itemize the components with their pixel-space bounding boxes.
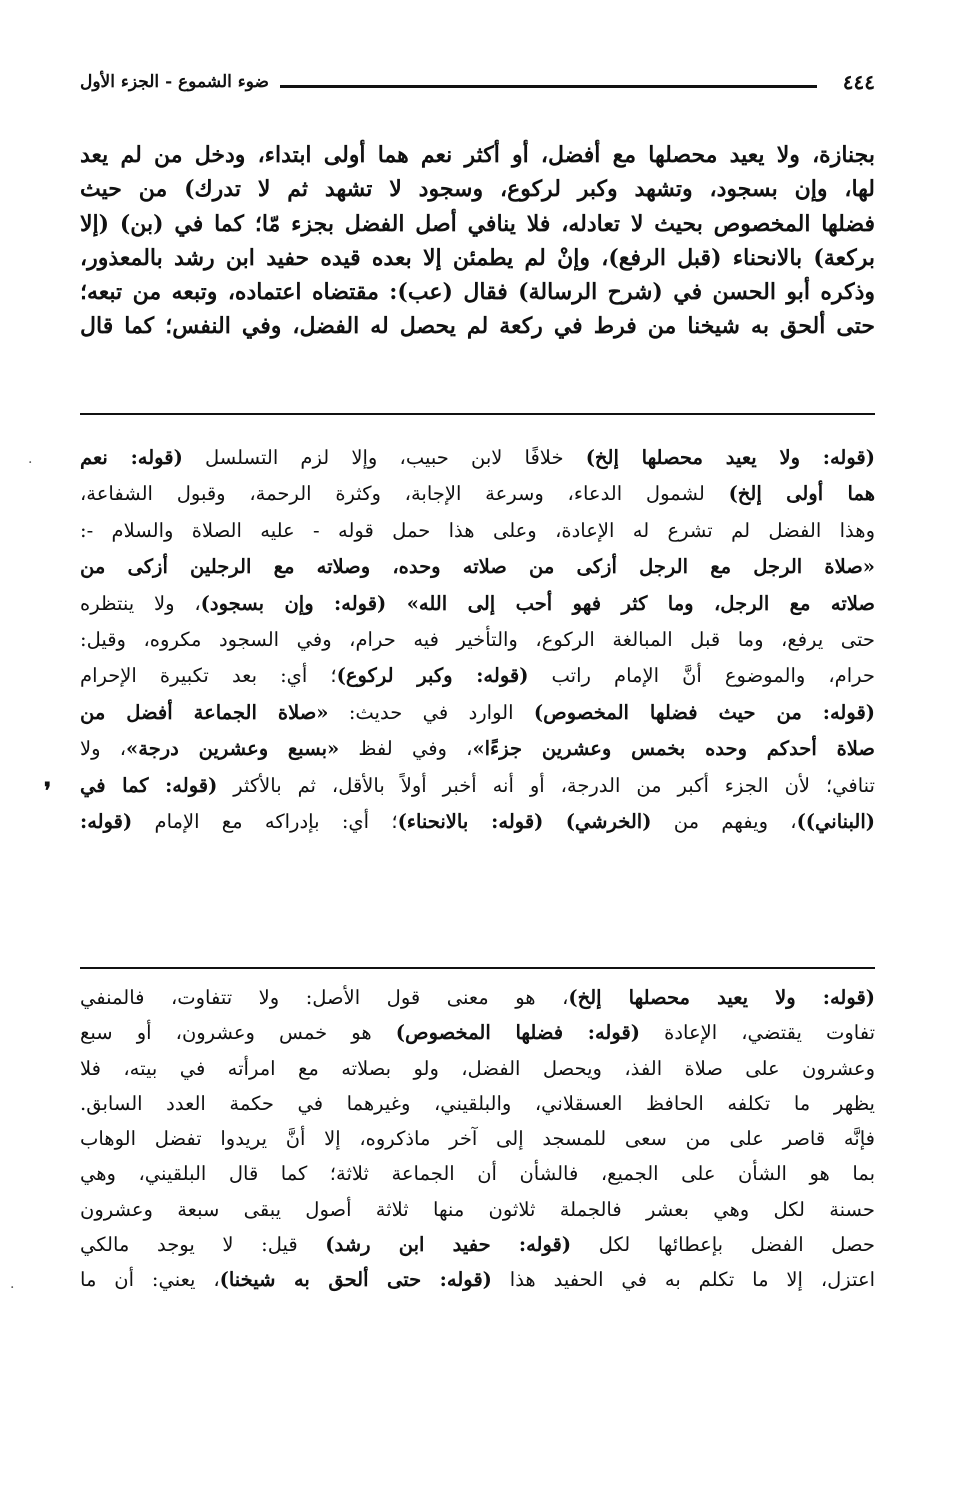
hadith-text: «بسبع وعشرين درجة» [126, 737, 340, 761]
comment: حرام، والموضوع أنَّ الإمام راتب [528, 664, 875, 688]
lemma: (قوله: كما في [80, 773, 218, 797]
lemma: (قوله: ولا يعيد محصلها إلخ) [585, 446, 875, 469]
main-line: لها، وإن بسجود، وتشهد وكبر لركوع، وسجود لا تشهد ثم لا تدرك) من حيث [80, 176, 875, 203]
comment: حتى يرفع، وما قبل المبالغة الركوع، والتأخير فيه حرام، وفي السجود مكروه، وقيل: [80, 628, 875, 652]
footnote-line [80, 513, 875, 549]
comment: لشمول الدعاء، وسرعة الإجابة، وكثرة الرحمة، وقبول الشفاعة، [80, 482, 729, 506]
footnote-line [80, 1086, 875, 1121]
source-ref: (الخرشي) [565, 810, 652, 834]
footnote-line [80, 622, 875, 658]
lemma: (قوله: بالانحناء) [397, 810, 544, 834]
scan-speck-icon: · [28, 455, 33, 471]
running-title: ضوء الشموع - الجزء الأول [80, 72, 269, 92]
margin-mark-icon: ❜ [44, 778, 52, 804]
comment: قيل: لا يوجد مالكي [80, 1233, 326, 1257]
lemma: هما أولى إلخ) [728, 482, 875, 506]
comment: اعتزل، إلا ما تكلم به في الحفيد هذا [491, 1268, 875, 1292]
hadith-text: «صلاة الجماعة أفضل من [80, 700, 329, 724]
footnote-divider [80, 967, 875, 969]
comment [543, 810, 565, 833]
footnote-line [80, 476, 875, 512]
footnote-line [80, 1051, 875, 1086]
lemma: (البناني)) [796, 810, 875, 834]
footnote-line [80, 1227, 875, 1262]
lemma: (قوله: ولا يعيد محصلها إلخ) [568, 986, 875, 1009]
main-text [80, 138, 875, 344]
footnote-one [80, 440, 875, 840]
comment: فإنَّه قاصر على من سعى للمسجد إلى آخر ماذكروه، إلا أنَّ يريدوا تفضل الوهاب [80, 1127, 875, 1151]
comment: هو خمس وعشرون، أو سبع [80, 1021, 396, 1045]
main-line: وذكره أبو الحسن في (شرح الرسالة) فقال (عب): مقتضاه اعتماده، وتبعه من تبعه؛ [80, 279, 875, 306]
main-line: بجنازة، ولا يعيد محصلها مع أفضل، أو أكثر نعم هما أولى ابتداء، ودخل من لم يعد [80, 142, 875, 168]
comment: ، ولا ينتظره [80, 591, 201, 615]
scan-speck-icon: · [10, 1280, 15, 1296]
footnote-divider [80, 413, 875, 415]
comment: ، وفي لفظ [339, 737, 473, 761]
footnote-line [80, 1262, 875, 1297]
footnote-line [80, 1121, 875, 1156]
comment: بما هو الشأن على الجميع، فالشأن أن الجماعة ثلاثة؛ كما قال البلقيني، وهي [80, 1162, 875, 1186]
comment: ؛ أي: بإدراكه مع الإمام [132, 810, 398, 834]
page-number: ٤٤٤ [842, 70, 875, 94]
lemma: (قوله: من حيث فضلها المخصوص) [533, 700, 875, 724]
footnote-line [80, 658, 875, 694]
hadith-text: صلاته مع الرجل، وما كثر فهو أحب إلى الله» (قوله: وإن بسجود) [200, 591, 875, 615]
footnote-line [80, 731, 875, 767]
hadith-text: صلاة أحدكم وحده بخمس وعشرين جزءًا» [472, 737, 875, 761]
footnote-line [80, 549, 875, 585]
comment: ، يعني: أن ما [80, 1268, 220, 1292]
header-rule [280, 85, 817, 88]
running-header [80, 72, 875, 102]
comment: حصل الفضل بإعطائها لكل [571, 1233, 875, 1257]
footnote-line [80, 768, 875, 804]
comment: حسنة لكل وهي بعشر فالجملة ثلاثون منها ثلاثة أصول يبقى سبعة وعشرون [80, 1197, 875, 1221]
footnote-line [80, 1015, 875, 1050]
comment: ، ولا [80, 737, 127, 761]
comment: تنافي؛ لأن الجزء أكبر من الدرجة، أو أنه أخبر أولاً بالأقل، ثم بالأكثر [217, 773, 875, 797]
footnote-line [80, 440, 875, 476]
lemma: (قوله: فضلها المخصوص) [395, 1021, 641, 1045]
hadith-text: «صلاة الرجل مع الرجل أزكى من صلاته وحده، وصلاته مع الرجلين أزكى من [80, 555, 875, 579]
comment: وهذا الفضل لم تشرع له الإعادة، وعلى هذا حمل قوله - عليه الصلاة والسلام -: [80, 518, 875, 542]
lemma: (قوله: حفيد ابن رشد) [325, 1233, 572, 1257]
lemma: (قوله: وكبر لركوع) [336, 664, 529, 688]
comment: ، ويفهم من [651, 810, 797, 834]
main-line: بركعة) بالانحناء (قبل الرفع)، وإنْ لم يطمئن إلا بعده قيده حفيد ابن رشد بالمعذور، [80, 244, 875, 271]
comment: وعشرون على صلاة الفذ، ويحصل الفضل، ولو بصلاته مع امرأته في بيته، فلا [80, 1056, 875, 1080]
lemma: (قوله: [80, 810, 133, 834]
comment: خلافًا لابن حبيب، وإلا لزم التسلسل [182, 446, 586, 469]
footnote-line [80, 1156, 875, 1191]
comment: تفاوت يقتضي، الإعادة [640, 1021, 875, 1045]
lemma: (قوله: نعم [80, 446, 183, 469]
footnote-line [80, 586, 875, 622]
footnote-line [80, 980, 875, 1015]
footnote-line [80, 695, 875, 731]
lemma: (قوله: حتى ألحق به شيخنا) [219, 1268, 492, 1292]
footnote-two [80, 980, 875, 1298]
footnote-line [80, 1192, 875, 1227]
comment: ، هو معنى قول الأصل: ولا تتفاوت، فالمنفي [80, 986, 569, 1009]
comment: الوارد في حديث: [328, 700, 534, 724]
comment: ؛ أي: بعد تكبيرة الإحرام [80, 664, 337, 688]
main-line: فضلها المخصوص بحيث لا تعادله، فلا ينافي أصل الفضل بجزء مّا؛ كما في (بن) (إلا [80, 210, 875, 237]
main-line: حتى ألحق به شيخنا من فرط في ركعة لم يحصل له الفضل، وفي النفس؛ كما قال [80, 313, 875, 340]
comment: يظهر ما تكلفه الحافظ العسقلاني، والبلقيني، وغيرهما في حكمة العدد السابق. [80, 1091, 875, 1115]
footnote-line [80, 804, 875, 840]
